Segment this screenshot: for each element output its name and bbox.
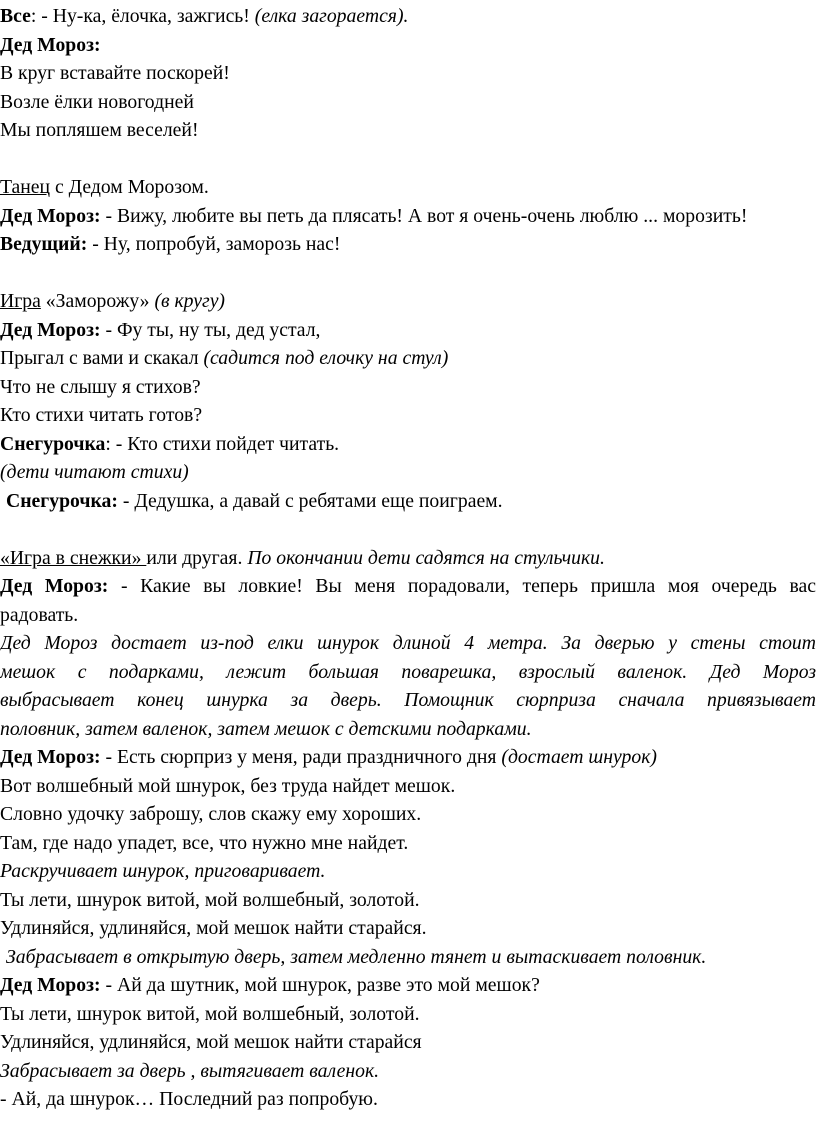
text-run: Прыгал с вами и скакал <box>0 347 204 369</box>
text-run: Удлиняйся, удлиняйся, мой мешок найти старайся. <box>0 917 427 939</box>
text-line <box>0 88 816 117</box>
blank-line <box>0 145 816 174</box>
text-line <box>6 943 816 972</box>
text-run: - Вижу, любите вы петь да плясать! А вот я очень-очень люблю ... морозить! <box>100 204 748 227</box>
text-run: - Дедушка, а давай с ребятами еще поиграем. <box>117 489 503 512</box>
text-run: : - Кто стихи пойдет читать. <box>105 432 340 455</box>
stage-direction: (дети читают стихи) <box>0 461 189 483</box>
text-line <box>0 173 816 202</box>
speaker-label: Снегурочка <box>0 432 106 455</box>
text-line <box>0 886 816 915</box>
section-heading: Игра <box>0 290 41 312</box>
stage-direction: половник, затем валенок, затем мешок с детскими подарками. <box>0 717 532 740</box>
text-run: Удлиняйся, удлиняйся, мой мешок найти старайся <box>0 1031 422 1053</box>
text-line <box>0 401 816 430</box>
text-line <box>0 572 816 601</box>
stage-direction: мешок с подарками, лежит большая поварешка, взрослый валенок. Дед Мороз <box>0 660 816 683</box>
speaker-label: Дед Мороз: <box>0 575 109 597</box>
text-line <box>0 772 816 801</box>
text-run: радовать. <box>0 603 79 626</box>
text-line <box>0 1085 816 1114</box>
text-run: - Ай, да шнурок… Последний раз попробую. <box>0 1088 378 1110</box>
stage-direction: Забрасывает в открытую дверь, затем медленно тянет и вытаскивает половник. <box>6 945 707 968</box>
text-line <box>0 59 816 88</box>
text-run: «Заморожу» <box>40 290 155 312</box>
stage-direction: Раскручивает шнурок, приговаривает. <box>0 860 326 882</box>
text-line <box>0 658 816 687</box>
text-line <box>0 715 816 744</box>
section-heading: Танец <box>0 176 51 198</box>
text-line <box>0 829 816 858</box>
text-run: или другая. <box>146 546 248 569</box>
text-line <box>0 601 816 630</box>
stage-direction: Забрасывает за дверь , вытягивает валенок. <box>0 1059 380 1082</box>
speaker-label: Дед Мороз: <box>0 204 101 227</box>
text-line <box>0 800 816 829</box>
speaker-label: Все <box>0 5 31 27</box>
stage-direction: (садится под елочку на стул) <box>203 347 449 369</box>
text-line <box>0 230 816 259</box>
text-line <box>0 1057 816 1086</box>
text-run: - Есть сюрприз у меня, ради праздничного дня <box>100 746 502 768</box>
speaker-label: Дед Мороз: <box>0 33 101 56</box>
text-run: Словно удочку заброшу, слов скажу ему хороших. <box>0 803 422 825</box>
speaker-label: Дед Мороз: <box>0 318 101 341</box>
text-line <box>6 487 816 516</box>
text-line <box>0 202 816 231</box>
text-run: - Ай да шутник, мой шнурок, разве это мой мешок? <box>100 974 540 996</box>
text-line <box>0 629 816 658</box>
text-run: Возле ёлки новогодней <box>0 90 194 113</box>
text-line <box>0 686 816 715</box>
text-run: с Дедом Морозом. <box>50 176 209 198</box>
section-heading: «Игра в снежки» <box>0 546 147 569</box>
stage-direction: (в кругу) <box>154 290 225 312</box>
text-line <box>0 31 816 60</box>
text-run: Мы попляшем веселей! <box>0 119 199 141</box>
text-line <box>0 373 816 402</box>
text-run: : - Ну-ка, ёлочка, зажгись! <box>30 5 255 27</box>
text-run: - Фу ты, ну ты, дед устал, <box>100 318 321 341</box>
speaker-label: Дед Мороз: <box>0 974 101 996</box>
text-line <box>0 971 816 1000</box>
text-run: Ты лети, шнурок витой, мой волшебный, золотой. <box>0 1002 420 1025</box>
speaker-label: Дед Мороз: <box>0 746 101 768</box>
stage-direction: выбрасывает конец шнурка за дверь. Помощник сюрприза сначала привязывает <box>0 689 816 711</box>
text-line <box>0 430 816 459</box>
text-run: - Ну, попробуй, заморозь нас! <box>87 233 341 255</box>
blank-line <box>0 259 816 288</box>
speaker-label: Ведущий: <box>0 233 88 255</box>
text-run: Ты лети, шнурок витой, мой волшебный, золотой. <box>0 888 420 911</box>
text-run: Что не слышу я стихов? <box>0 375 201 398</box>
speaker-label: Снегурочка: <box>6 489 118 512</box>
blank-line <box>0 515 816 544</box>
text-line <box>0 458 816 487</box>
text-run: Вот волшебный мой шнурок, без труда найдет мешок. <box>0 774 456 797</box>
text-run: В круг вставайте поскорей! <box>0 62 230 84</box>
text-run: Там, где надо упадет, все, что нужно мне найдет. <box>0 831 409 854</box>
text-line <box>0 316 816 345</box>
text-run: - Какие вы ловкие! Вы меня порадовали, теперь пришла моя очередь вас <box>108 575 816 597</box>
text-line <box>0 743 816 772</box>
stage-direction: Дед Мороз достает из-под елки шнурок длиной 4 метра. За дверью у стены стоит <box>0 632 816 654</box>
text-line <box>0 344 816 373</box>
text-run: Кто стихи читать готов? <box>0 404 203 426</box>
text-line <box>0 2 816 31</box>
text-line <box>0 544 816 573</box>
text-line <box>0 914 816 943</box>
text-line <box>0 1000 816 1029</box>
text-line <box>0 287 816 316</box>
stage-direction: По окончании дети садятся на стульчики. <box>247 546 605 569</box>
text-line <box>0 857 816 886</box>
stage-direction: (достает шнурок) <box>501 746 657 768</box>
text-line <box>0 116 816 145</box>
stage-direction: (елка загорается). <box>254 5 409 27</box>
text-line <box>0 1028 816 1057</box>
